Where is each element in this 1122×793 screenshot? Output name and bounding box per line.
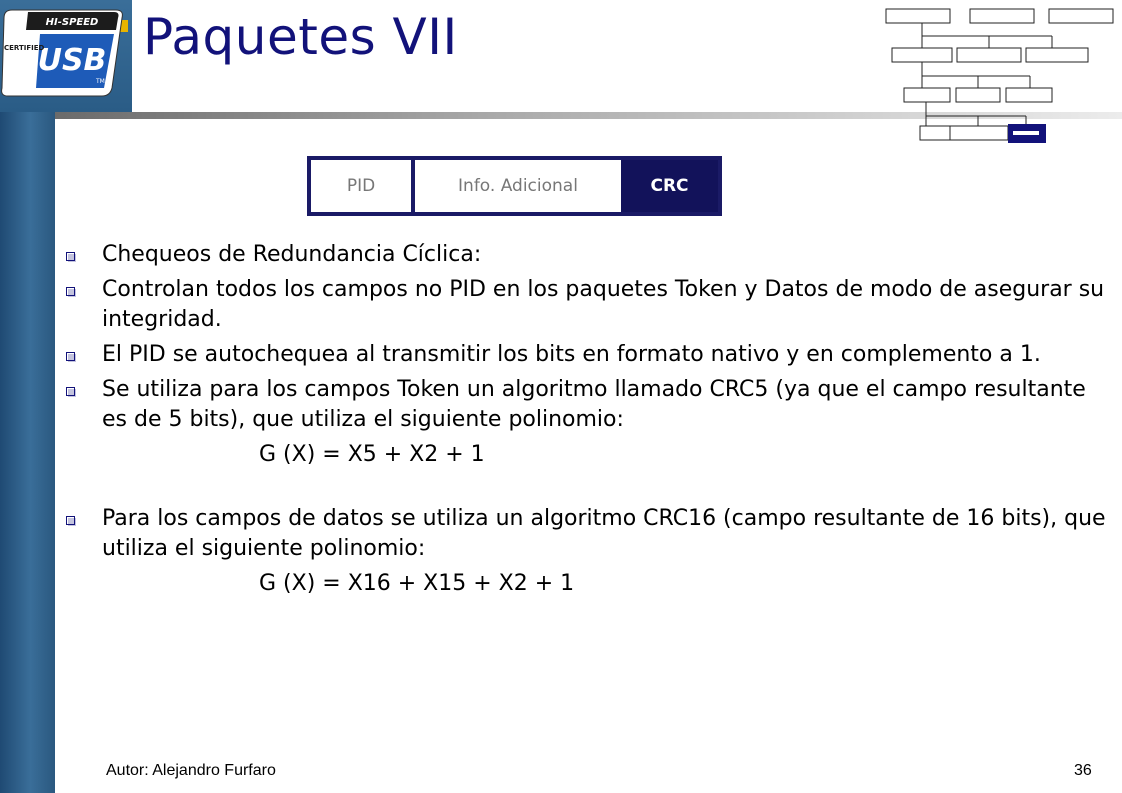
bullet-item (66, 375, 1116, 435)
bullet-text: Se utiliza para los campos Token un algoritmo llamado CRC5 (ya que el campo resultante es de 5 bits), que utiliza el siguiente polinomio: (102, 377, 1086, 432)
logo-usb-text: USB (37, 43, 107, 78)
page-number: 36 (1074, 762, 1092, 779)
bullet-text: Para los campos de datos se utiliza un algoritmo CRC16 (campo resultante de 16 bits), que utiliza el siguiente polinomio: (102, 506, 1106, 561)
formula-crc5: G (X) = X5 + X2 + 1 (259, 442, 485, 467)
logo-hispeed-text: HI-SPEED (45, 17, 99, 28)
bullet-item (66, 504, 1116, 564)
packet-field-crc: CRC (621, 160, 718, 212)
square-bullet-icon (66, 352, 76, 362)
packet-field-pid: PID (311, 160, 415, 212)
bullet-list (66, 240, 1116, 599)
bullet-text: Controlan todos los campos no PID en los paquetes Token y Datos de modo de asegurar su integridad. (102, 277, 1105, 332)
slide-title: Paquetes VII (143, 8, 458, 66)
square-bullet-icon (66, 287, 76, 297)
square-bullet-icon (66, 252, 76, 262)
bullet-text: Chequeos de Redundancia Cíclica: (102, 242, 482, 267)
left-decor-bar (0, 0, 55, 793)
formula-crc16: G (X) = X16 + X15 + X2 + 1 (259, 571, 575, 596)
logo-tm-text: TM (96, 78, 105, 85)
bullet-item (66, 240, 1116, 270)
bullet-item (66, 340, 1116, 370)
square-bullet-icon (66, 516, 76, 526)
square-bullet-icon (66, 387, 76, 397)
logo-certified-text: CERTIFIED (4, 44, 45, 52)
bullet-text: El PID se autochequea al transmitir los bits en formato nativo y en complemento a 1. (102, 342, 1041, 367)
bullet-item (66, 275, 1116, 335)
footer-author: Autor: Alejandro Furfaro (106, 762, 276, 779)
usb-topology-diagram (880, 4, 1120, 146)
usb-certified-logo (0, 0, 130, 110)
packet-format-diagram (307, 156, 722, 216)
packet-field-info: Info. Adicional (458, 176, 578, 196)
